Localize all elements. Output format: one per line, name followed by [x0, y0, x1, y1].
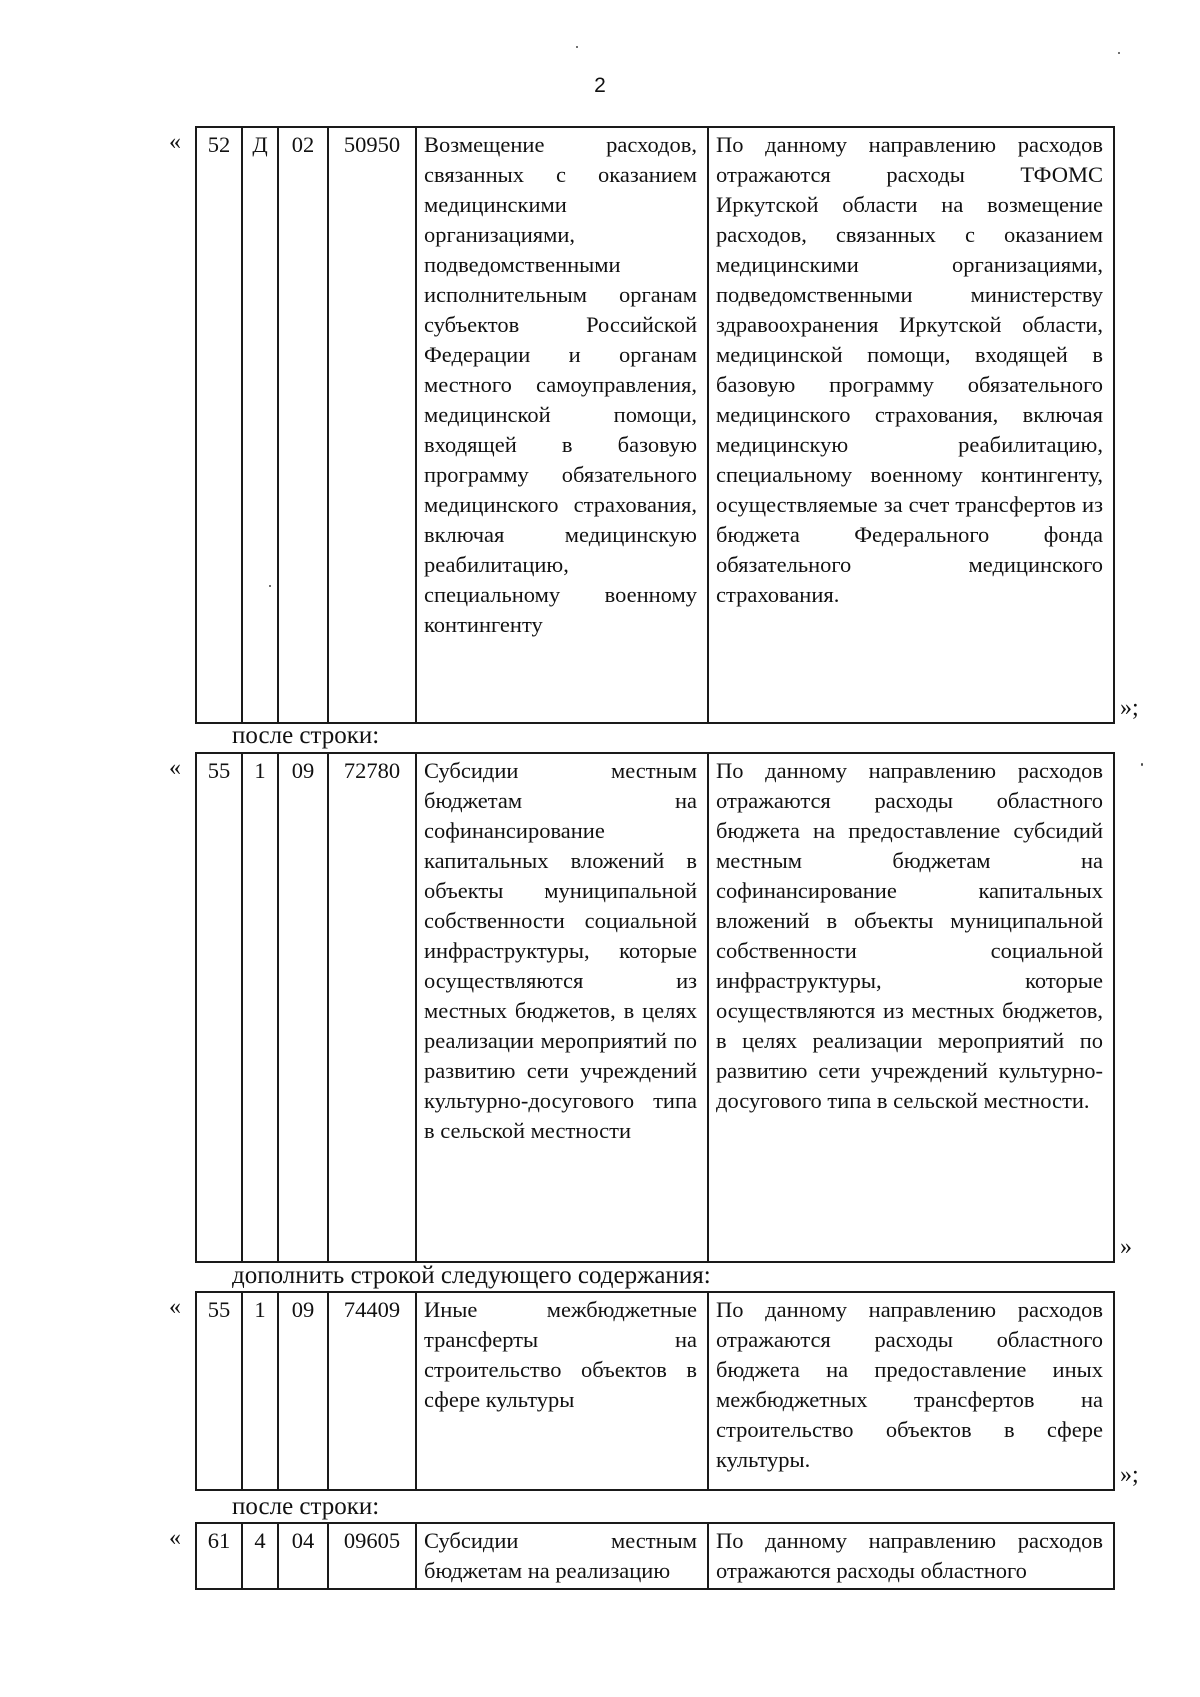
opening-quote: « — [169, 1294, 181, 1320]
closing-quote: »; — [1120, 1462, 1139, 1488]
code-section: 61 — [196, 1523, 242, 1589]
opening-quote: « — [169, 129, 181, 155]
code-subsection: 1 — [242, 753, 278, 1262]
direction-description: По данному направлению расходов отражаются расходы областного бюджета на предоставление субсидий местным бюджетам на софинансирование капитальных вложений в объекты муниципальной собственности социальной инфраструктуры, которые осуществляются из местных бюджетов, в целях реализации мероприятий по развитию сети учреждений культурно-досугового типа в сельской местности. — [708, 753, 1114, 1262]
direction-description: По данному направлению расходов отражаются расходы ТФОМС Иркутской области на возмещение расходов, связанных с оказанием медицинскими организациями, подведомственными министерству здравоохранения Иркутской области, медицинской помощи, входящей в базовую программу обязательного медицинского страхования, включая медицинскую реабилитацию, специальному военному контингенту, осуществляемые за счет трансфертов из бюджета Федерального фонда обязательного медицинского страхования. — [708, 127, 1114, 723]
code-subsection: 1 — [242, 1292, 278, 1490]
record-table-1 — [195, 126, 1115, 724]
record-table-3 — [195, 1291, 1115, 1491]
page-number: 2 — [594, 74, 606, 97]
code-direction: 72780 — [328, 753, 416, 1262]
code-subsection: 4 — [242, 1523, 278, 1589]
direction-name: Возмещение расходов, связанных с оказанием медицинскими организациями, подведомственными исполнительным органам субъектов Российской Федерации и органам местного самоуправления, медицинской помощи, входящей в базовую программу обязательного медицинского страхования, включая медицинскую реабилитацию, специальному военному контингенту — [416, 127, 708, 723]
direction-name: Иные межбюджетные трансферты на строительство объектов в сфере культуры — [416, 1292, 708, 1490]
direction-name: Субсидии местным бюджетам на софинансирование капитальных вложений в объекты муниципальной собственности социальной инфраструктуры, которые осуществляются из местных бюджетов, в целях реализации мероприятий по развитию сети учреждений культурно-досугового типа в сельской местности — [416, 753, 708, 1262]
scan-speck — [269, 585, 271, 587]
table-row — [196, 127, 1114, 723]
phrase-after-row: после строки: — [232, 722, 380, 749]
closing-quote: »; — [1120, 695, 1139, 721]
code-direction: 09605 — [328, 1523, 416, 1589]
table-row — [196, 1292, 1114, 1490]
record-table-2 — [195, 752, 1115, 1263]
scan-speck — [1141, 763, 1143, 766]
code-direction: 50950 — [328, 127, 416, 723]
code-section: 55 — [196, 1292, 242, 1490]
table-row — [196, 753, 1114, 1262]
code-section: 52 — [196, 127, 242, 723]
opening-quote: « — [169, 1525, 181, 1551]
code-direction: 74409 — [328, 1292, 416, 1490]
phrase-add-row: дополнить строкой следующего содержания: — [232, 1262, 711, 1289]
code-subsection: Д — [242, 127, 278, 723]
scan-speck — [576, 46, 578, 48]
closing-quote: » — [1120, 1234, 1132, 1260]
code-group: 04 — [278, 1523, 328, 1589]
table-row — [196, 1523, 1114, 1589]
code-group: 09 — [278, 753, 328, 1262]
direction-description: По данному направлению расходов отражаются расходы областного — [708, 1523, 1114, 1589]
code-group: 02 — [278, 127, 328, 723]
code-group: 09 — [278, 1292, 328, 1490]
opening-quote: « — [169, 755, 181, 781]
code-section: 55 — [196, 753, 242, 1262]
direction-name: Субсидии местным бюджетам на реализацию — [416, 1523, 708, 1589]
record-table-4 — [195, 1522, 1115, 1590]
direction-description: По данному направлению расходов отражаются расходы областного бюджета на предоставление иных межбюджетных трансфертов на строительство объектов в сфере культуры. — [708, 1292, 1114, 1490]
phrase-after-row: после строки: — [232, 1493, 380, 1520]
scan-speck — [1118, 52, 1120, 54]
